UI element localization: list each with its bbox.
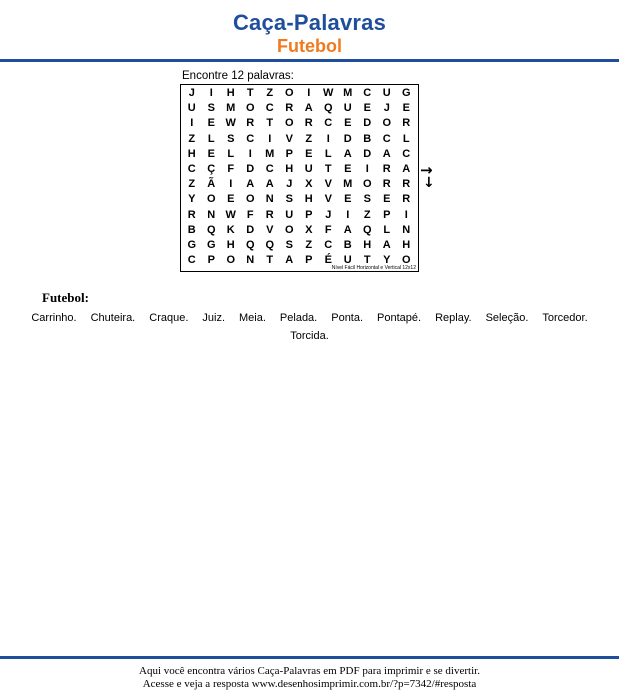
grid-cell[interactable]: D [246,162,255,175]
grid-cell[interactable]: R [402,117,411,130]
grid-cell[interactable]: N [207,208,216,221]
grid-cell[interactable]: M [265,147,275,160]
grid-cell[interactable]: E [207,117,215,130]
grid-row [182,116,416,131]
grid-cell[interactable]: G [206,238,216,251]
grid-cell[interactable]: B [363,132,372,145]
grid-cell[interactable]: Z [363,208,371,221]
grid-cell[interactable]: H [285,162,294,175]
grid-cell[interactable]: A [343,147,352,160]
grid-cell[interactable]: I [248,147,252,160]
footer [0,665,619,691]
grid-cell[interactable]: G [401,87,411,99]
grid-cell[interactable]: C [382,132,391,145]
grid-row [182,223,416,238]
grid-cell[interactable]: D [246,223,255,236]
grid-cell[interactable]: E [227,193,235,206]
grid-cell[interactable]: F [246,208,254,221]
grid-row [182,86,416,101]
grid-cell[interactable]: V [285,132,293,145]
grid-cell[interactable]: I [404,208,408,221]
grid-cell[interactable]: Q [362,223,372,236]
grid-cell[interactable]: B [343,238,352,251]
grid-cell[interactable]: L [227,147,235,160]
word-list-item: Craque. [149,312,189,324]
grid-cell[interactable]: I [190,117,194,130]
grid-cell[interactable]: A [246,178,255,191]
grid-cell[interactable]: U [382,87,391,99]
puzzle-instruction: Encontre 12 palavras: [182,70,294,82]
word-list-item: Pontapé. [377,312,422,324]
grid-cell[interactable]: T [363,254,371,267]
grid-cell[interactable]: C [402,147,411,160]
grid-cell[interactable]: S [227,132,235,145]
grid-cell[interactable]: O [401,254,411,267]
grid-cell[interactable]: O [245,193,255,206]
grid-cell[interactable]: O [382,117,392,130]
word-list-item: Ponta. [331,312,364,324]
grid-cell[interactable]: U [187,102,196,115]
word-list [20,309,599,345]
grid-cell[interactable]: Ã [207,178,216,191]
grid-cell[interactable]: R [382,178,391,191]
grid-cell[interactable]: B [187,223,196,236]
grid-cell[interactable]: A [343,223,352,236]
grid-cell[interactable]: O [226,254,236,267]
grid-row [182,177,416,192]
grid-cell[interactable]: J [188,87,195,99]
grid-cell[interactable]: T [266,254,274,267]
grid-cell[interactable]: V [324,178,332,191]
grid-cell[interactable]: F [227,162,235,175]
grid-cell[interactable]: Q [265,238,275,251]
grid-cell[interactable]: H [402,238,411,251]
grid-cell[interactable]: H [187,147,196,160]
grid-cell[interactable]: L [383,223,391,236]
grid-cell[interactable]: C [324,238,333,251]
grid-cell[interactable]: C [246,132,255,145]
top-divider [0,59,619,62]
grid-cell[interactable]: I [229,178,233,191]
grid-cell[interactable]: E [344,117,352,130]
grid-cell[interactable]: R [265,208,274,221]
grid-cell[interactable]: E [402,102,410,115]
grid-cell[interactable]: C [265,102,274,115]
word-list-item: Carrinho. [31,312,77,324]
grid-cell[interactable]: Ç [207,162,216,175]
grid-cell[interactable]: S [285,193,293,206]
word-list-item: Torcida. [290,330,329,342]
grid-cell[interactable]: F [324,223,332,236]
puzzle-level: Nível Fácil Horizontal e Vertical 12x12 [331,265,416,271]
grid-cell[interactable]: V [324,193,332,206]
grid-cell[interactable]: A [285,254,294,267]
grid-cell[interactable]: R [304,117,313,130]
word-list-title: Futebol: [42,290,89,305]
word-list-item: Replay. [435,312,472,324]
grid-cell[interactable]: R [382,162,391,175]
grid-cell[interactable]: X [305,223,313,236]
grid-cell[interactable]: X [305,178,313,191]
grid-cell[interactable]: J [325,208,332,221]
grid-cell[interactable]: O [362,178,372,191]
grid-cell[interactable]: T [246,87,254,99]
grid-cell[interactable]: Z [188,178,196,191]
grid-cell[interactable]: H [363,238,372,251]
word-list-item: Chuteira. [90,312,136,324]
bottom-divider [0,656,619,659]
grid-cell[interactable]: S [207,102,215,115]
grid-cell[interactable]: J [383,102,390,115]
word-list-item: Juiz. [202,312,226,324]
grid-cell[interactable]: Z [305,132,313,145]
word-list-item: Seleção. [485,312,529,324]
grid-cell[interactable]: P [305,208,313,221]
grid-cell[interactable]: T [324,162,332,175]
grid-cell[interactable]: E [305,147,313,160]
grid-cell[interactable]: P [285,147,293,160]
grid-cell[interactable]: M [343,87,353,99]
grid-row [182,238,416,253]
grid-cell[interactable]: T [266,117,274,130]
grid-cell[interactable]: R [402,178,411,191]
puzzle-grid [182,86,416,268]
grid-cell[interactable]: J [286,178,293,191]
word-list-item: Meia. [239,312,266,324]
grid-cell[interactable]: N [402,223,411,236]
grid-row [182,162,416,177]
grid-cell[interactable]: Q [206,223,216,236]
grid-cell[interactable]: S [363,193,371,206]
grid-row [182,132,416,147]
grid-cell[interactable]: C [363,87,372,99]
grid-cell[interactable]: C [187,162,196,175]
grid-cell[interactable]: E [363,102,371,115]
grid-cell[interactable]: M [343,178,353,191]
grid-cell[interactable]: W [225,208,236,221]
footer-line-1: Aqui você encontra vários Caça-Palavras em PDF para imprimir e se divertir. [139,665,480,677]
grid-cell[interactable]: N [246,254,255,267]
grid-cell[interactable]: E [207,147,215,160]
grid-cell[interactable]: V [266,223,274,236]
grid-cell[interactable]: P [383,208,391,221]
grid-cell[interactable]: R [187,208,196,221]
grid-cell[interactable]: H [226,87,235,99]
footer-line-2: Acesse e veja a resposta www.desenhosimprimir.com.br/?p=7342/#resposta [142,678,477,690]
grid-cell[interactable]: A [304,102,313,115]
word-list-item: Pelada. [279,312,318,324]
grid-cell[interactable]: P [207,254,215,267]
grid-row [182,147,416,162]
grid-cell[interactable]: H [304,193,313,206]
grid-cell[interactable]: E [383,193,391,206]
word-list-item: Torcedor. [542,312,588,324]
grid-cell[interactable]: M [226,102,236,115]
grid-cell[interactable]: I [326,132,330,145]
grid-cell[interactable]: C [187,254,196,267]
grid-cell[interactable]: W [323,87,334,99]
grid-cell[interactable]: E [344,162,352,175]
grid-cell[interactable]: O [284,87,294,99]
grid-cell[interactable]: I [365,162,369,175]
grid-cell[interactable]: Y [188,193,196,206]
arrow-down-icon: ↓ [423,175,435,191]
grid-cell[interactable]: Q [323,102,333,115]
grid-cell[interactable]: I [268,132,272,145]
grid-cell[interactable]: O [284,117,294,130]
grid-cell[interactable]: S [285,238,293,251]
grid-cell[interactable]: O [206,193,216,206]
grid-row [182,208,416,223]
grid-cell[interactable]: E [344,193,352,206]
grid-cell[interactable]: D [343,132,352,145]
grid-cell[interactable]: I [209,87,213,99]
grid-cell[interactable]: A [382,147,391,160]
page-title: Caça-Palavras [232,10,387,35]
grid-cell[interactable]: W [225,117,236,130]
page-subtitle: Futebol [277,36,342,56]
grid-cell[interactable]: D [363,147,372,160]
grid-cell[interactable]: K [226,223,235,236]
grid-cell[interactable]: I [307,87,311,99]
grid-cell[interactable]: L [402,132,410,145]
grid-cell[interactable]: N [265,193,274,206]
grid-row [182,192,416,207]
grid-cell[interactable]: I [346,208,350,221]
grid-cell[interactable]: O [245,102,255,115]
grid-cell[interactable]: Q [245,238,255,251]
grid-cell[interactable]: U [304,162,313,175]
grid-cell[interactable]: R [246,117,255,130]
grid-cell[interactable]: O [284,223,294,236]
grid-cell[interactable]: A [265,178,274,191]
grid-cell[interactable]: Z [188,132,196,145]
grid-cell[interactable]: C [324,117,333,130]
grid-cell[interactable]: D [363,117,372,130]
grid-cell[interactable]: U [343,254,352,267]
grid-cell[interactable]: A [382,238,391,251]
grid-cell[interactable]: Y [383,254,391,267]
grid-cell[interactable]: L [324,147,332,160]
arrow-right-icon: → [420,161,433,179]
grid-row [182,101,416,116]
grid-cell[interactable]: U [343,102,352,115]
grid-cell[interactable]: Z [266,87,274,99]
grid-cell[interactable]: A [402,162,411,175]
grid-cell[interactable]: H [226,238,235,251]
grid-cell[interactable]: É [324,254,332,267]
grid-cell[interactable]: R [402,193,411,206]
grid-cell[interactable]: P [305,254,313,267]
grid-cell[interactable]: R [285,102,294,115]
grid-cell[interactable]: L [207,132,215,145]
grid-cell[interactable]: U [285,208,294,221]
grid-cell[interactable]: Z [305,238,313,251]
grid-cell[interactable]: C [265,162,274,175]
grid-cell[interactable]: G [187,238,197,251]
